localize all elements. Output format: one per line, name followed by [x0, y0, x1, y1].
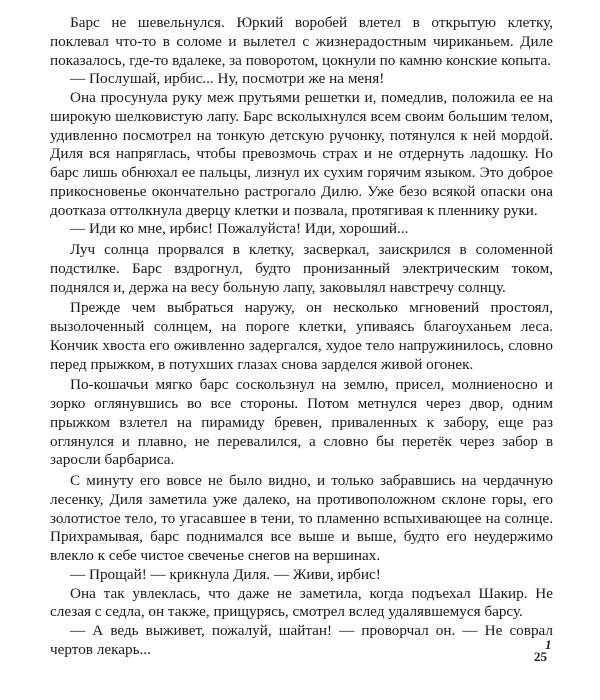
page-text-body: [50, 14, 553, 660]
paragraph-dialogue: — Иди ко мне, ирбис! Пожалуйста! Иди, хороший...: [70, 220, 409, 238]
paragraph: Она так увлеклась, что даже не заметила, когда подъехал Шакир. Не слезая с седла, он также, прищурясь, смотрел вслед удалявшемуся барсу.: [50, 584, 553, 621]
paragraph: Луч солнца прорвался в клетку, засверкал, заискрился в соломенной подстилке. Барс вздрогнул, будто пронизанный электрическим током, поднялся и, держа на весу больную лапу, заковылял навстречу солнцу.: [50, 241, 553, 296]
paragraph-dialogue: — А ведь выживет, пожалуй, шайтан! — проворчал он. — Не соврал чертов лекарь...: [50, 622, 553, 658]
paragraph: Она просунула руку меж прутьями решетки и, помедлив, положила ее на широкую шелковистую лапу. Барс всколыхнулся всем своим большим телом, удивленно посмотрел на тонкую детскую ручонку, потянулся к ней мордой. Диля вся напряглась, чтобы превозмочь страх и не отдернуть ладошку. Но барс лишь обнюхал ее пальцы, лизнул их сухим горячим языком. Это доброе прикосновенье окончательно растрогало Дилю. Уже безо всякой опаски она доотказа оттолкнула дверцу клетки и позвала, протягивая к пленнику руки.: [50, 89, 553, 219]
paragraph: С минуту его вовсе не было видно, и только забравшись на чердачную лесенку, Диля заметила уже далеко, на противоположном склоне горы, его золотистое тело, то угасавшее в тени, то пламенно вспыхивающее на солнце. Прихрамывая, барс поднимался все выше и выше, будто его неудержимо влекло к себе чистое свеченье снегов на вершинах.: [50, 472, 553, 564]
paragraph: Прежде чем выбраться наружу, он несколько мгновений простоял, вызолоченный солнцем, на пороге клетки, упиваясь благоуханьем леса. Кончик хвоста его оживленно задергался, худое тело напружинилось, словно перед прыжком, в потухших глазах снова зарделся живой огонек.: [50, 299, 553, 373]
paragraph-dialogue: — Прощай! — крикнула Диля. — Живи, ирбис!: [70, 565, 381, 583]
paragraph: Барс не шевельнулся. Юркий воробей влетел в открытую клетку, поклевал что-то в соломе и вылетел с жизнерадостным чириканьем. Диле показалось, где-то вдалеке, за поворотом, цокнули по камню конские копыта.: [50, 14, 553, 69]
folio-mark: 1: [545, 637, 552, 652]
paragraph-dialogue: — Послушай, ирбис... Ну, посмотри же на меня!: [70, 70, 385, 88]
page-number: 25: [534, 649, 547, 664]
paragraph: По-кошачьи мягко барс соскользнул на землю, присел, молниеносно и зорко оглянувшись во все стороны. Потом метнулся через двор, одним прыжком взлетел на пирамиду бревен, приваленных к забору, еще раз оглянулся и плавно, не перевалился, а словно бы перетёк через забор в заросли барбариса.: [50, 376, 553, 469]
